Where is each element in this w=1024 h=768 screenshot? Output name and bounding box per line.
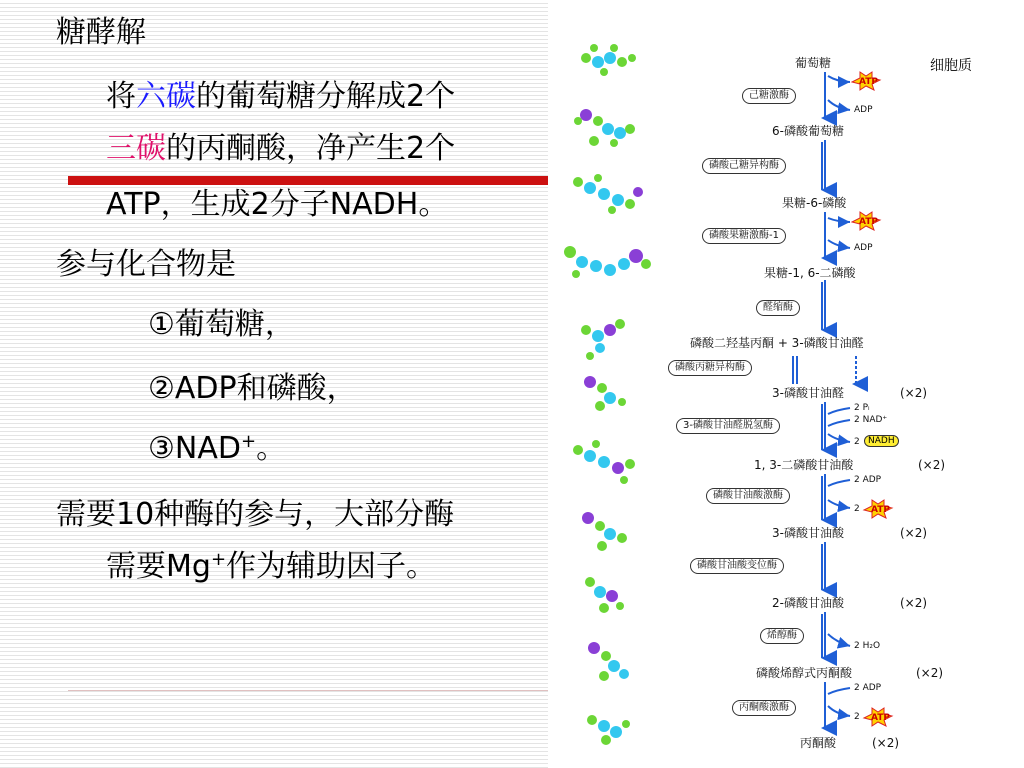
enzyme-enolase: 烯醇酶	[760, 628, 804, 644]
multiplier-2pg: (×2)	[900, 596, 928, 610]
metabolite-f6p: 果糖-6-磷酸	[782, 196, 847, 210]
cofactor-atp-1: ATP	[859, 77, 879, 87]
cofactor-adp-2: ADP	[854, 243, 873, 253]
summary-text: 的丙酮酸，净产生2个	[166, 131, 456, 166]
enzyme-aldolase: 醛缩酶	[756, 300, 800, 316]
compound-item-2: ②ADP和磷酸，	[148, 371, 357, 406]
metabolite-3pg: 3-磷酸甘油酸	[772, 526, 844, 540]
multiplier-g3p: (×2)	[900, 386, 928, 400]
enzyme-hexokinase: 己糖激酶	[742, 88, 796, 104]
summary-line-1	[106, 78, 455, 116]
red-rule	[68, 176, 548, 185]
item-text: 。	[256, 431, 287, 466]
summary-line-3: ATP，生成2分子NADH。	[106, 187, 449, 222]
enzyme-pk: 丙酮酸激酶	[732, 700, 796, 716]
enzymes-line-2	[106, 548, 436, 586]
superscript: +	[240, 431, 257, 452]
summary-text: 的葡萄糖分解成2个	[196, 79, 456, 114]
enzyme-isomerase: 磷酸己糖异构酶	[702, 158, 786, 174]
multiplier-pep: (×2)	[916, 666, 944, 680]
metabolite-pep: 磷酸烯醇式丙酮酸	[756, 666, 853, 680]
compound-item-3	[148, 430, 286, 468]
item-text: 需要Mg	[106, 549, 211, 584]
cofactor-atp-4-count: 2	[854, 712, 860, 722]
enzyme-pgk: 磷酸甘油酸激酶	[706, 488, 790, 504]
cofactor-pi: 2 Pᵢ	[854, 403, 870, 413]
enzyme-tpi: 磷酸丙糖异构酶	[668, 360, 752, 376]
cofactor-nad: 2 NAD⁺	[854, 415, 888, 425]
metabolite-split: 磷酸二羟基丙酮 + 3-磷酸甘油醛	[690, 336, 864, 350]
cofactor-adp-1: ADP	[854, 105, 873, 115]
heading: 糖酵解	[56, 15, 146, 50]
cofactor-atp-3: ATP	[871, 505, 891, 515]
six-carbon-highlight: 六碳	[136, 79, 196, 114]
cofactor-nadh-badge: NADH	[864, 435, 899, 447]
item-text: ③NAD	[148, 431, 241, 466]
cofactor-adp-4: 2 ADP	[854, 683, 882, 693]
enzyme-pgm: 磷酸甘油酸变位酶	[690, 558, 784, 574]
metabolite-g3p: 3-磷酸甘油醛	[772, 386, 844, 400]
multiplier-pyruvate: (×2)	[872, 736, 900, 750]
cofactor-nadh-count: 2	[854, 437, 860, 447]
glycolysis-pathway-figure	[560, 30, 1024, 768]
metabolite-g6p: 6-磷酸葡萄糖	[772, 124, 844, 138]
cofactor-atp-4: ATP	[871, 713, 891, 723]
cytoplasm-label: 细胞质	[930, 58, 972, 74]
cofactor-adp-3: 2 ADP	[854, 475, 882, 485]
cofactor-h2o: 2 H₂O	[854, 641, 881, 651]
superscript: +	[210, 549, 227, 570]
enzyme-pfk: 磷酸果糖激酶-1	[702, 228, 786, 244]
multiplier-bpg: (×2)	[918, 458, 946, 472]
metabolite-glucose: 葡萄糖	[795, 56, 832, 70]
multiplier-3pg: (×2)	[900, 526, 928, 540]
bottom-rule	[68, 690, 548, 691]
metabolite-fbp: 果糖-1, 6-二磷酸	[764, 266, 856, 280]
enzyme-gapdh: 3-磷酸甘油醛脱氢酶	[676, 418, 780, 434]
cofactor-atp-3-count: 2	[854, 504, 860, 514]
three-carbon-highlight: 三碳	[106, 131, 166, 166]
metabolite-pyruvate: 丙酮酸	[800, 736, 837, 750]
metabolite-2pg: 2-磷酸甘油酸	[772, 596, 844, 610]
compound-item-1: ①葡萄糖，	[148, 307, 295, 342]
cofactor-atp-2: ATP	[859, 217, 879, 227]
enzymes-line-1: 需要10种酶的参与，大部分酶	[56, 497, 455, 532]
summary-line-2	[106, 130, 455, 168]
metabolite-bpg: 1, 3-二磷酸甘油酸	[754, 458, 854, 472]
item-text: 作为辅助因子。	[226, 549, 437, 584]
compounds-title: 参与化合物是	[56, 247, 236, 282]
summary-text: 将	[106, 79, 136, 114]
